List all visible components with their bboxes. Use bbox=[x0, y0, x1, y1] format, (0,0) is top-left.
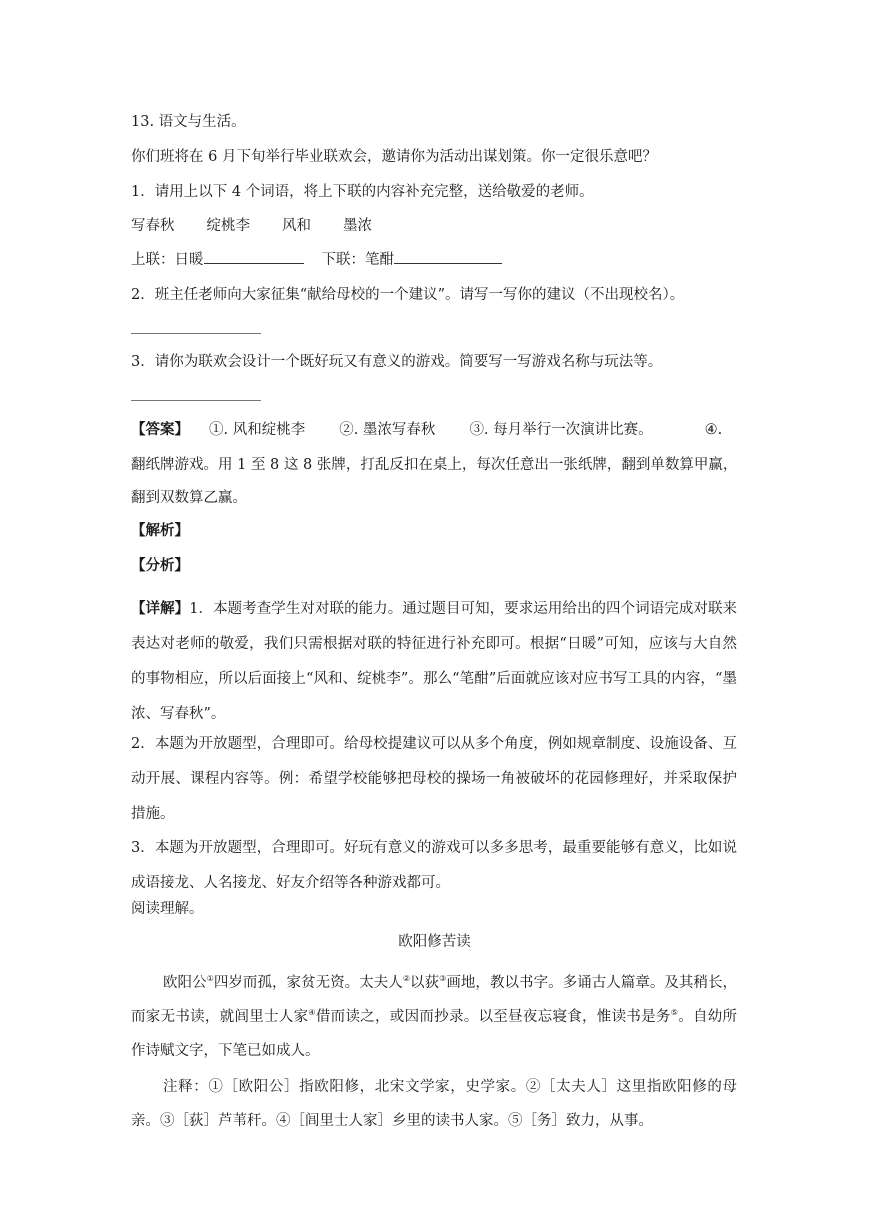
footnote-marker: ④ bbox=[308, 1008, 316, 1018]
answer-row bbox=[131, 420, 722, 440]
passage-text: 借而读之，或因而抄录。以至昼夜忘寝食，惟读书是务 bbox=[315, 1009, 671, 1025]
passage-text: 。自幼所作诗赋文字，下笔已如成人。 bbox=[131, 1009, 738, 1059]
answer-blank-3[interactable] bbox=[131, 400, 261, 401]
answer-item: ②. 墨浓写春秋 bbox=[339, 422, 436, 438]
answer-item: ④. bbox=[704, 422, 723, 438]
jiexi-label: 【解析】 bbox=[131, 522, 189, 539]
detail-label: 【详解】 bbox=[131, 600, 190, 617]
answer-item: ①. 风和绽桃李 bbox=[209, 422, 306, 438]
passage-text: 欧阳公 bbox=[163, 975, 207, 991]
detail-1 bbox=[131, 591, 737, 732]
answer-item: ③. 每月举行一次演讲比赛。 bbox=[469, 422, 653, 438]
task-3: 3．请你为联欢会设计一个既好玩又有意义的游戏。简要写一写游戏名称与玩法等。 bbox=[131, 354, 663, 370]
task-1: 1．请用上以下 4 个词语，将上下联的内容补充完整，送给敬爱的老师。 bbox=[131, 184, 594, 200]
passage-text: 以荻 bbox=[410, 975, 440, 991]
answer-label: 【答案】 bbox=[131, 421, 189, 438]
footnote-marker: ① bbox=[206, 974, 214, 984]
couplet-lower-blank[interactable] bbox=[394, 249, 502, 264]
word-item: 风和 bbox=[282, 218, 311, 234]
footnote-marker: ⑤ bbox=[670, 1008, 679, 1018]
passage-body bbox=[131, 966, 737, 1068]
footnote-marker: ② bbox=[402, 974, 411, 984]
couplet-upper-label: 上联：日暖 bbox=[131, 252, 204, 268]
word-item: 墨浓 bbox=[343, 218, 372, 234]
question-intro: 你们班将在 6 月下旬举行毕业联欢会，邀请你为活动出谋划策。你一定很乐意吧？ bbox=[131, 149, 657, 165]
fenxi-label: 【分析】 bbox=[131, 557, 189, 574]
word-item: 写春秋 bbox=[131, 218, 175, 234]
detail-2: 2．本题为开放题型，合理即可。给母校提建议可以从多个角度，例如规章制度、设施设备、互动开展、课程内容等。例：希望学校能够把母校的操场一角被破坏的花园修理好，并采取保护措施。 bbox=[131, 736, 737, 822]
footnote-marker: ③ bbox=[439, 974, 447, 984]
answer-continued: 翻到双数算乙赢。 bbox=[131, 490, 247, 506]
reading-label: 阅读理解。 bbox=[131, 901, 204, 917]
passage-text: 画地，教以书字。多诵古人篇章。及其稍长，而家无书读，就闾里士人家 bbox=[131, 975, 738, 1025]
question-number: 13. 语文与生活。 bbox=[131, 114, 246, 130]
passage-title: 欧阳修苦读 bbox=[398, 934, 471, 950]
task-2: 2．班主任老师向大家征集“献给母校的一个建议”。请写一写你的建议（不出现校名）。 bbox=[131, 287, 685, 303]
couplet-lower-label: 下联：笔酣 bbox=[321, 252, 394, 268]
couplet-upper-blank[interactable] bbox=[204, 249, 304, 264]
passage-text: 四岁而孤，家贫无资。太夫人 bbox=[213, 975, 403, 991]
word-list bbox=[131, 216, 372, 236]
answer-blank-2[interactable] bbox=[131, 333, 261, 334]
passage-notes: 注释：①［欧阳公］指欧阳修，北宋文学家，史学家。②［太夫人］这里指欧阳修的母亲。③［荻］芦苇秆。④［闾里士人家］乡里的读书人家。⑤［务］致力，从事。 bbox=[131, 1079, 737, 1129]
couplet-row bbox=[131, 249, 502, 270]
detail-1-text: 1．本题考查学生对对联的能力。通过题目可知，要求运用给出的四个词语完成对联来表达对老师的敬爱，我们只需根据对联的特征进行补充即可。根据“日暖”可知，应该与大自然的事物相应，所以后面接上“风和、绽桃李”。那么“笔酣”后面就应该对应书写工具的内容，“墨浓、写春秋”。 bbox=[131, 601, 738, 722]
detail-3: 3．本题为开放题型，合理即可。好玩有意义的游戏可以多多思考，最重要能够有意义，比如说成语接龙、人名接龙、好友介绍等各种游戏都可。 bbox=[131, 840, 737, 891]
word-item: 绽桃李 bbox=[206, 218, 250, 234]
answer-continued: 翻纸牌游戏。用 1 至 8 这 8 张牌，打乱反扣在桌上，每次任意出一张纸牌，翻到单数算甲赢， bbox=[131, 457, 738, 473]
